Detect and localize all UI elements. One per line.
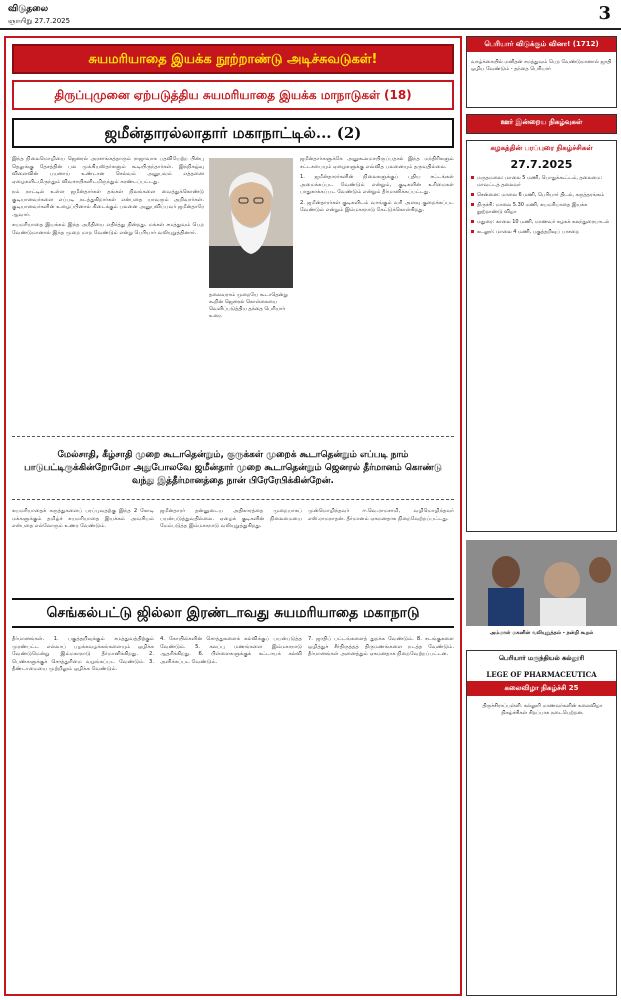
events-box-title: கழகத்தின் பரப்புரை நிகழ்ச்சிகள் (490, 144, 593, 152)
events-list (471, 175, 614, 527)
article-paragraph: சுயமரியாதை இயக்கம் இந்த அநீதியை எதிர்த்து நின்றது. மக்கள் சமத்துவம் பெற வேண்டுமானால் இந்த முறை மாற வேண்டும் என்று பெரியார் வலியுறுத்தினார். (12, 222, 204, 236)
events-box (466, 140, 617, 532)
bullet-icon (471, 193, 474, 196)
bullet-icon (471, 230, 474, 233)
event-item: மதுரை: காலை 10 மணி, மாணவர் கழகக் கலந்துரையாடல் (471, 219, 614, 226)
college-ad-line: கலைவிழா நிகழ்ச்சி 25 (467, 681, 616, 696)
article-bottom-column-1 (12, 508, 154, 592)
college-ad (466, 650, 617, 996)
article-paragraph: ஜமீன்தார்களுக்கே அனுகூலமாயிருப்பதால் இந்த மந்திரிகளும் சட்டசபையும் ஏழைகளுக்கு எவ்வித பலனையும் தருவதில்லை. (300, 156, 454, 170)
article-paragraph: 1. ஜமீன்தாரர்களின் நிலைகளுக்குப் புதிய சட்டங்கள் அமைக்கப்பட வேண்டும் என்றும், குடிகளின் உரிமைகள் பாதுகாக்கப்பட வேண்டும் என்றும் தீர்மானிக்கப்பட்டது. (300, 174, 454, 195)
masthead (0, 0, 621, 30)
article-column-3 (300, 156, 454, 430)
article-paragraph: 7. ஜாதிப் பட்டங்களைத் துறக்க வேண்டும். 8. சடங்குகளை ஒழித்துச் சீர்திருத்தத் திருமணங்களை நடத்த வேண்டும். தீர்மானங்கள் அனைத்தும் ஏகமனதாக நிறைவேற்றப்பட்டன. (308, 636, 454, 657)
pull-quote (12, 436, 454, 500)
photo-caption: அம்மாள் மகனின் வலியுறுத்தல் - நன்றி கூறல் (489, 630, 594, 636)
second-article-column-3 (308, 636, 454, 990)
article-paragraph: 4. கோயில்களின் சொத்துகளைக் கல்விக்குப் பயன்படுத்த வேண்டும். 5. கலப்பு மணங்களை இம்மகாநாடு ஆதரிக்கிறது. 6. பிள்ளைகளுக்குக் கட்டாயக் கல்வி அளிக்கப்பட வேண்டும். (160, 636, 302, 665)
article-headline-text: ஜமீன்தாரல்லாதார் மகாநாட்டில்... (2) (104, 124, 362, 142)
bullet-icon (471, 220, 474, 223)
article-paragraph: முன்மொழிந்தவர் ஈ.வெ.ராமசாமி, வழிமொழிந்தவர் எஸ்.ராமநாதன். தீர்மானம் ஏகமனதாக நிறைவேற்றப்பட்டது. (308, 508, 454, 522)
series-banner-text: சுயமரியாதை இயக்க நூற்றாண்டு அடிச்சுவடுகள்! (88, 52, 378, 67)
periyar-portrait (209, 158, 293, 288)
quote-box-text: வாழ்க்கையில் மனிதன் சமத்துவம் பெற வேண்டுமானால் ஜாதி ஒழிய வேண்டும் - தந்தை பெரியார் (471, 59, 612, 72)
series-banner (12, 44, 454, 74)
events-box-date: 27.7.2025 (510, 158, 573, 171)
second-headline-text: செங்கல்பட்டு ஜில்லா இரண்டாவது சுயமரியாதை மகாநாடு (46, 605, 420, 621)
event-photo (466, 540, 617, 626)
article-bottom-column-3 (308, 508, 454, 592)
paper-name: விடுதலை (8, 4, 49, 14)
article-paragraph: ஜமீன்தாரர் தன்னுடைய அதிகாரத்தை முறையாகப் பயன்படுத்துவதில்லை. ஏழைக் குடிகளின் நிலைமையை மேம்படுத்த இம்மகாநாடு வலியுறுத்துகிறது. (160, 508, 302, 529)
events-strip (466, 114, 617, 134)
bullet-icon (471, 176, 474, 179)
main-story (4, 36, 462, 996)
pull-quote-text: மேல்சாதி, கீழ்சாதி முறை கூடாதென்றும், குருக்கள் முறைக் கூடாதென்றும் எப்படி நாம் பாடுபட்டிருக்கின்றோமோ அதுபோலவே ஜமீன்தார் முறை கூடாதென்றும் ஜெனரல் தீர்மானம் கொண்டு வந்து இத்தீர்மானத்தை நான் பிரேரேபிக்கின்றேன். (24, 450, 442, 486)
event-item: மருதமலை: மாலை 5 மணி, பொதுக்கூட்டம், தலைமை: மாவட்டத் தலைவர் (471, 175, 614, 189)
college-ad-subtitle: LEGE OF PHARMACEUTICA (486, 670, 597, 679)
quote-box-title: பெரியார் விடுக்கும் வினா! (1712) (467, 37, 616, 52)
article-headline (12, 118, 454, 148)
quote-box (466, 36, 617, 108)
article-paragraph: நம் நாட்டில் உள்ள ஜமீன்தார்கள் தங்கள் நிலங்களை வைத்துக்கொண்டு குடியானவர்களை எப்படி நடத்துகிறார்கள் என்பதை யாவரும் அறிவார்கள். குடியானவர்களின் உழைப்பினால் கிடைக்கும் பலனை அனுபவிப்பவர் ஜமீன்தாரே ஆவார். (12, 189, 204, 218)
second-headline (12, 598, 454, 628)
event-item: கடலூர்: மாலை 4 மணி, பகுத்தறிவுப் பாசறை (471, 229, 614, 236)
college-ad-title: பெரியார் மருந்தியல் கல்லூரி (498, 654, 585, 662)
subseries-banner-text: திருப்புமுனை ஏற்படுத்திய சுயமரியாதை இயக்க மாநாடுகள் (18) (54, 88, 412, 102)
page-number: 3 (598, 3, 611, 24)
college-ad-body: திருச்சிராப்பள்ளி. கல்லூரி மாணவர்களின் கலைவிழா நிகழ்ச்சிகள் சிறப்பாக நடைபெற்றன. (482, 703, 603, 716)
article-column-1 (12, 156, 204, 430)
portrait-caption: தலைவராம் முறையே கூடாதென்று கூறின் ஜெனரல் கொள்கையை வெளிப்படுத்திய தந்தை பெரியார் உரை. (209, 292, 288, 319)
article-paragraph: தீர்மானங்கள். 1. பகுத்தறிவுக்கும் சமத்துவத்திற்கும் முரண்பட்ட எல்லாப் பழக்கவழக்கங்களையும் ஒழிக்க வேண்டுமென்று இம்மகாநாடு தீர்மானிக்கிறது. 2. பெண்களுக்குச் சொத்துரிமை வழங்கப்பட வேண்டும். 3. தீண்டாமையை முற்றிலும் ஒழிக்க வேண்டும். (12, 636, 154, 672)
second-article-column-1 (12, 636, 154, 990)
article-paragraph: 2. ஜமீன்தாரர்கள் குடிகளிடம் வாங்கும் வரி அளவு குறைக்கப்பட வேண்டும் என்றும் இம்மகாநாடு கேட்டுக்கொள்கிறது. (300, 199, 454, 213)
subseries-banner (12, 80, 454, 110)
events-strip-text: ஊர் இன்றைய நிகழ்வுகள் (500, 118, 583, 126)
second-article-column-2 (160, 636, 302, 990)
article-paragraph: இந்த நிலைமொழியை ஜெனரல் அரசாங்கத்தாரும் ராஜாவாக பதவியேற்ற பின்பு தெலுங்கு தேசத்தின் பல முக்கியஸ்தர்களும் கூடியிருந்தார்கள். இந்நிகழ்வு விளைவின் பயனாய் உண்டான செல்வம் அனுபவம் எத்தனை ஏழைகளிடமிருந்தும் விவசாயிகளிடமிருந்தும் சுரண்டப்பட்டது. (12, 156, 204, 185)
event-item: சென்னை: மாலை 6 மணி, பெரியார் திடல், கருத்தரங்கம் (471, 192, 614, 199)
sidebar (466, 36, 617, 996)
event-item: திருச்சி: மாலை 5.30 மணி, சுயமரியாதை இயக்க நூற்றாண்டு விழா (471, 202, 614, 216)
article-paragraph: சுயமரியாதைக் கருத்துகளைப் பரப்புவதற்கு இந்த 2 கோடி மக்களுக்கும் தமிழ்ச் சுயமரியாதை இயக்கம் அவசியம் என்பதை எல்லோரும் உணர வேண்டும். (12, 508, 154, 529)
article-bottom-column-2 (160, 508, 302, 592)
paper-date: ஞாயிறு 27.7.2025 (8, 17, 71, 25)
bullet-icon (471, 203, 474, 206)
